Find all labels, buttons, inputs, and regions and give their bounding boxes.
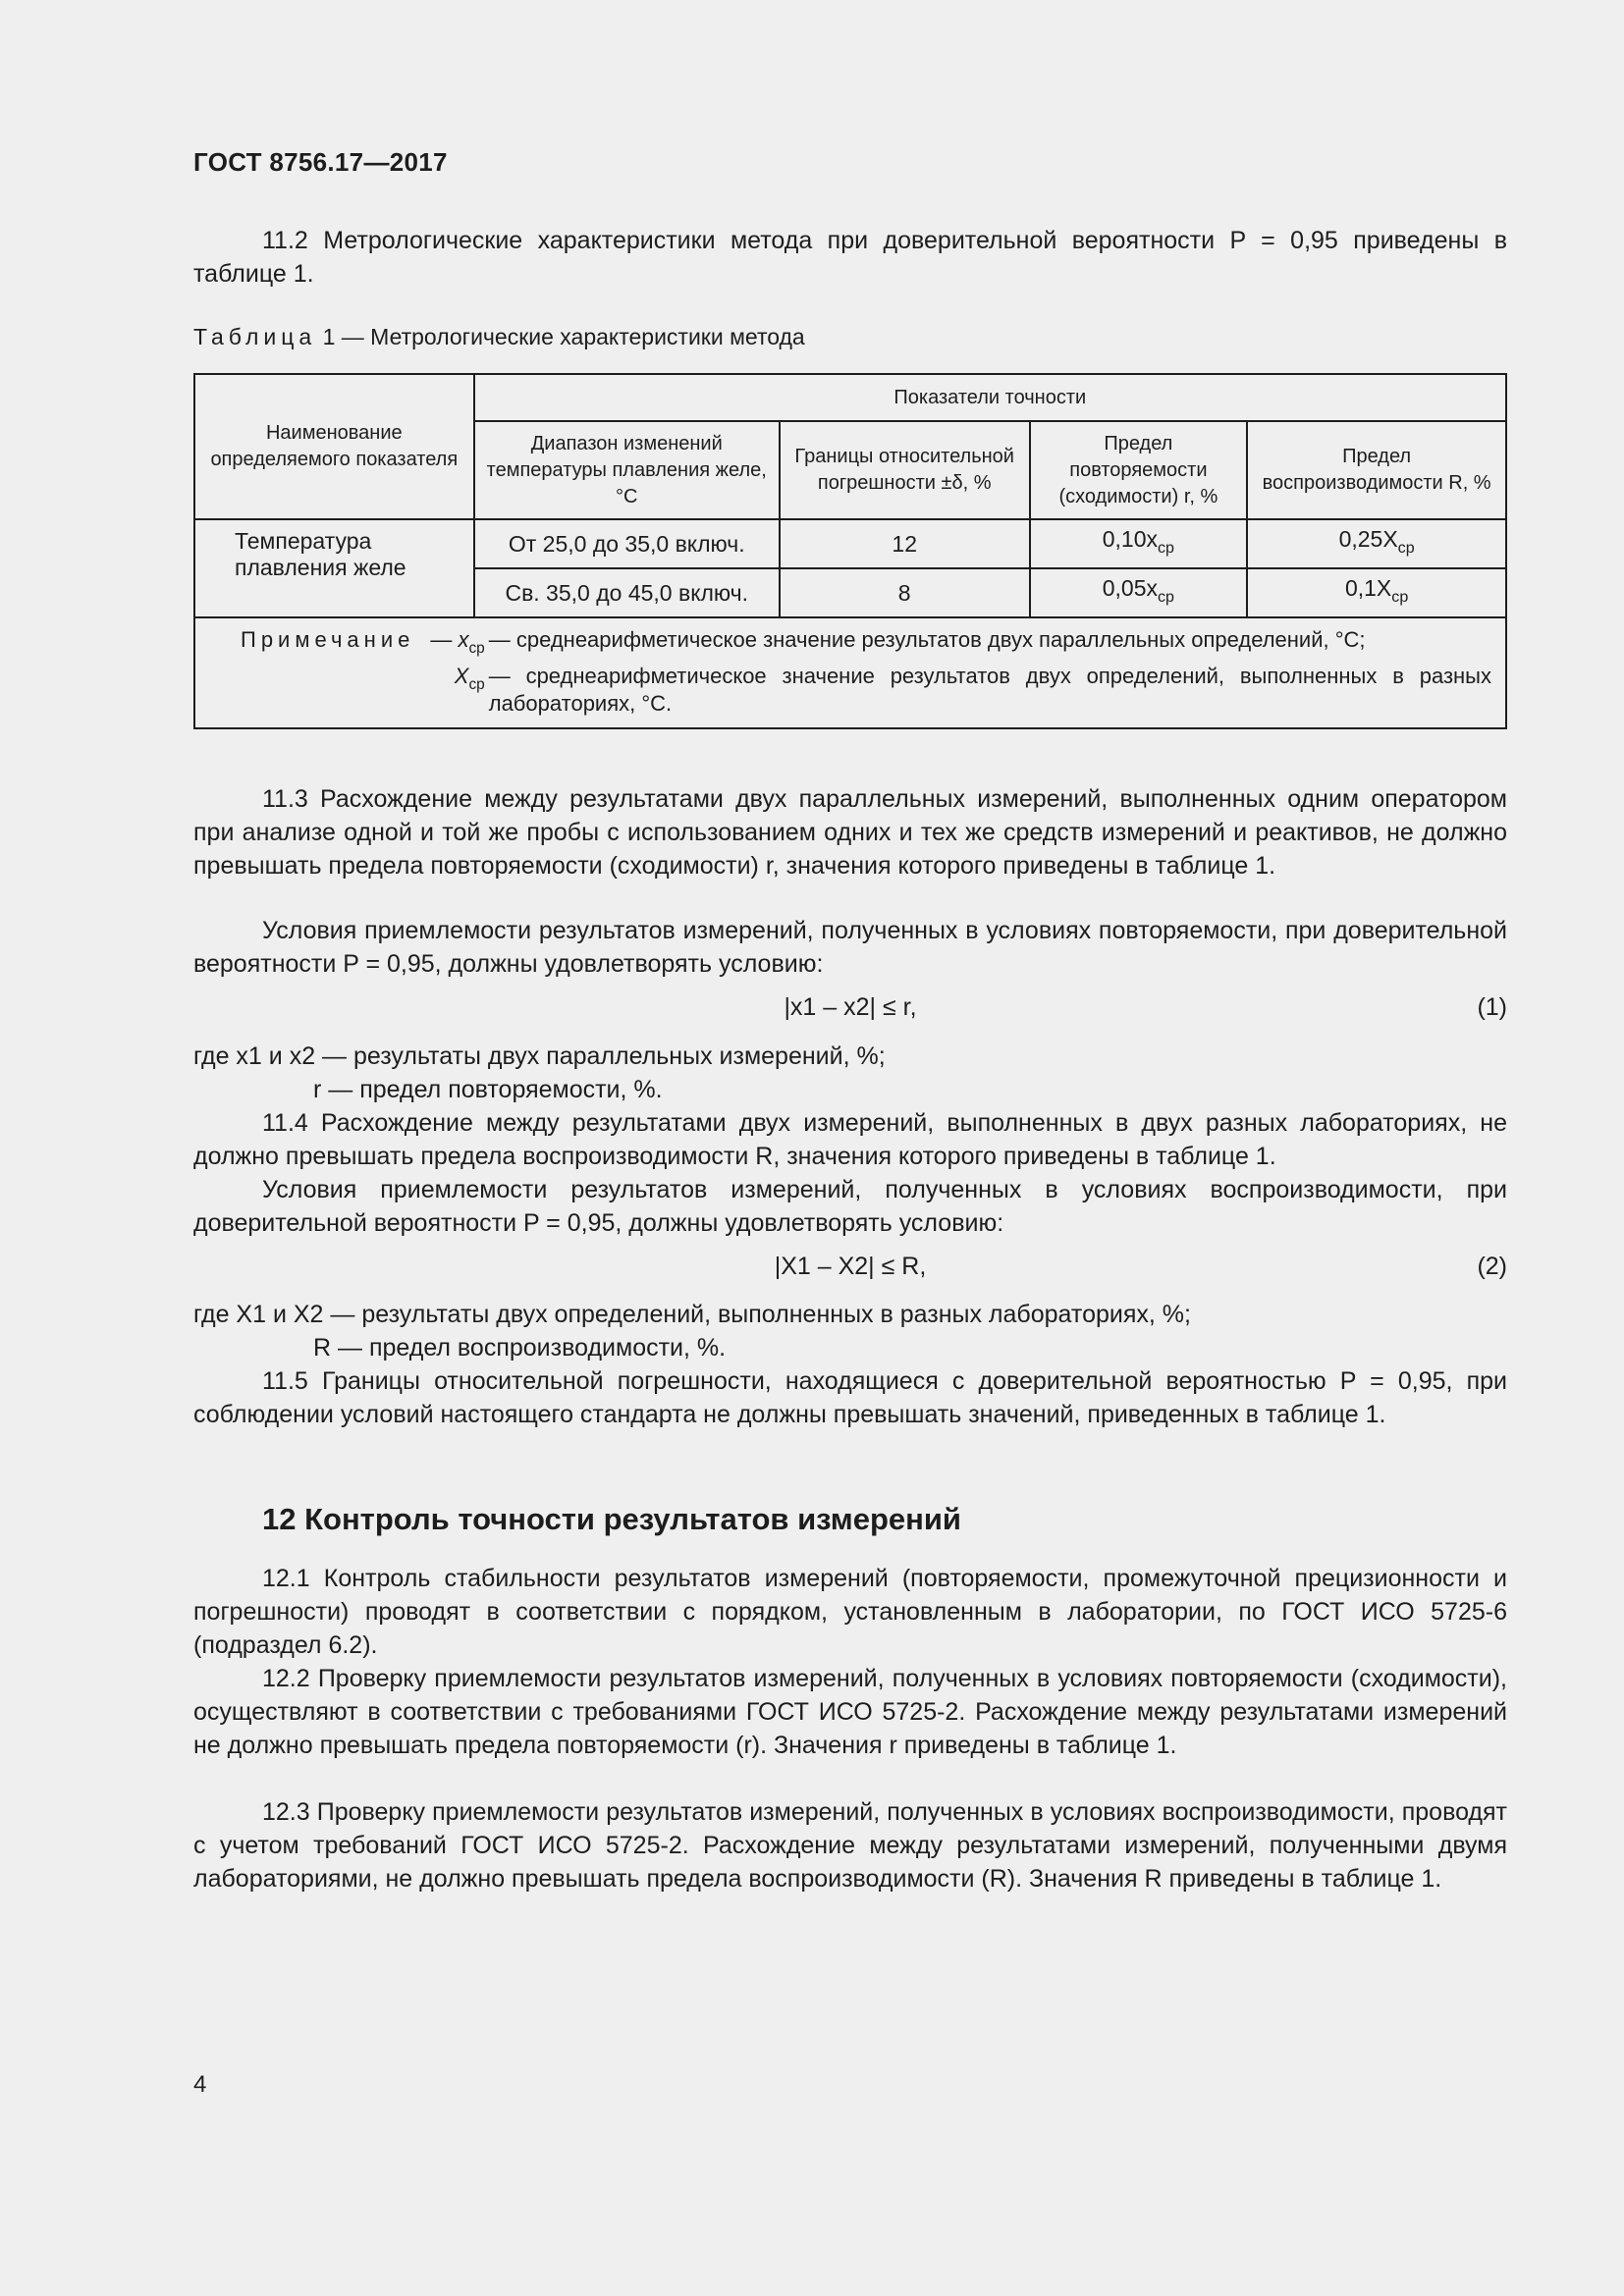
- paragraph-12-1: 12.1 Контроль стабильности результатов измерений (повторяемости, промежуточной прецизионности и погрешности) проводят в соответствии с порядком, установленным в лаборатории, по ГОСТ ИСО 5725-6 (подраздел 6.2).: [193, 1565, 1507, 1659]
- table-cell-r: $0,10x_{ср}$: [1030, 519, 1248, 568]
- table-cell-range: От 25,0 до 35,0 включ.: [474, 519, 780, 568]
- note-text-2: — среднеарифметическое значение результатов двух определений, выполненных в разных лабораториях, °С.: [488, 664, 1491, 716]
- paragraph-11-2: 11.2 Метрологические характеристики метода при доверительной вероятности P = 0,95 приведены в таблице 1.: [193, 227, 1507, 288]
- where-2b: R — предел воспроизводимости, %.: [313, 1334, 727, 1362]
- paragraph-11-4: 11.4 Расхождение между результатами двух измерений, выполненных в двух разных лабораториях, не должно превышать предела воспроизводимости R, значения которого приведены в таблице 1.: [193, 1109, 1507, 1170]
- where-2a: где X1 и X2 — результаты двух определений, выполненных в разных лабораториях, %;: [193, 1301, 1191, 1328]
- table-caption: [193, 324, 805, 350]
- table-cell-r: $0,05x_{ср}$: [1030, 568, 1248, 617]
- metrology-table: [193, 373, 1507, 729]
- paragraph-11-3: 11.3 Расхождение между результатами двух параллельных измерений, выполненных одним оператором при анализе одной и той же пробы с использованием одних и тех же средств измерений и реактивов, не должно превышать предела повторяемости (сходимости) r, значения которого приведены в таблице 1.: [193, 785, 1507, 880]
- formula-1-expr: |x1 – x2| ≤ r,: [784, 993, 917, 1021]
- note-text-1: — среднеарифметическое значение результатов двух параллельных определений, °С;: [488, 627, 1366, 652]
- table-header-delta: Границы относительной погрешности ±δ, %: [780, 421, 1030, 519]
- table-caption-rest: 1 — Метрологические характеристики метода: [316, 324, 805, 349]
- section-12-title: 12 Контроль точности результатов измерений: [262, 1502, 961, 1536]
- table-header-accuracy: Показатели точности: [474, 374, 1506, 421]
- paragraph-12-2: 12.2 Проверку приемлемости результатов измерений, полученных в условиях повторяемости (сходимости), осуществляют в соответствии с требованиями ГОСТ ИСО 5725-2. Расхождение между результатами измерений не должно превышать предела повторяемости (r). Значения r приведены в таблице 1.: [193, 1665, 1507, 1759]
- paragraph-11-4b: Условия приемлемости результатов измерений, полученных в условиях воспроизводимости, при доверительной вероятности P = 0,95, должны удовлетворять условию:: [193, 1176, 1507, 1237]
- formula-2-number: (2): [1477, 1253, 1507, 1280]
- table-cell-R: $0,25X_{ср}$: [1247, 519, 1506, 568]
- table-header-reproducibility: Предел воспроизводимости R, %: [1247, 421, 1506, 519]
- table-note: Примечание — $x_{ср}$ — среднеарифметическое значение результатов двух параллельных определений, °С; $X_{ср}$ — среднеарифметическое значение результатов двух определений, выполненных в разных лабораториях, °С.: [194, 617, 1506, 728]
- table-cell-R: $0,1X_{ср}$: [1247, 568, 1506, 617]
- table-row-label: Температура плавления желе: [194, 519, 474, 617]
- where-1a: где x1 и x2 — результаты двух параллельных измерений, %;: [193, 1042, 886, 1070]
- table-header-indicator: Наименование определяемого показателя: [194, 374, 474, 519]
- where-1b: r — предел повторяемости, %.: [313, 1076, 663, 1103]
- paragraph-11-3b: Условия приемлемости результатов измерений, полученных в условиях повторяемости, при доверительной вероятности P = 0,95, должны удовлетворять условию:: [193, 917, 1507, 978]
- page-number: 4: [193, 2071, 207, 2098]
- paragraph-11-5: 11.5 Границы относительной погрешности, находящиеся с доверительной вероятностью P = 0,95, при соблюдении условий настоящего стандарта не должны превышать значений, приведенных в таблице 1.: [193, 1367, 1507, 1428]
- document-header: ГОСТ 8756.17—2017: [193, 147, 448, 177]
- table-cell-delta: 8: [780, 568, 1030, 617]
- table-cell-delta: 12: [780, 519, 1030, 568]
- table-header-range: Диапазон изменений температуры плавления желе, °С: [474, 421, 780, 519]
- formula-2-expr: |X1 – X2| ≤ R,: [774, 1253, 927, 1280]
- formula-1-number: (1): [1477, 993, 1507, 1021]
- table-header-repeatability: Предел повторяемости (сходимости) r, %: [1030, 421, 1248, 519]
- table-cell-range: Св. 35,0 до 45,0 включ.: [474, 568, 780, 617]
- table-caption-prefix: Таблица: [193, 324, 317, 349]
- document-page: [193, 0, 1507, 2296]
- note-label: Примечание: [241, 627, 415, 652]
- paragraph-12-3: 12.3 Проверку приемлемости результатов измерений, полученных в условиях воспроизводимости, проводят с учетом требований ГОСТ ИСО 5725-2. Расхождение между результатами измерений, полученными двумя лабораториями, не должно превышать предела воспроизводимости (R). Значения R приведены в таблице 1.: [193, 1798, 1507, 1893]
